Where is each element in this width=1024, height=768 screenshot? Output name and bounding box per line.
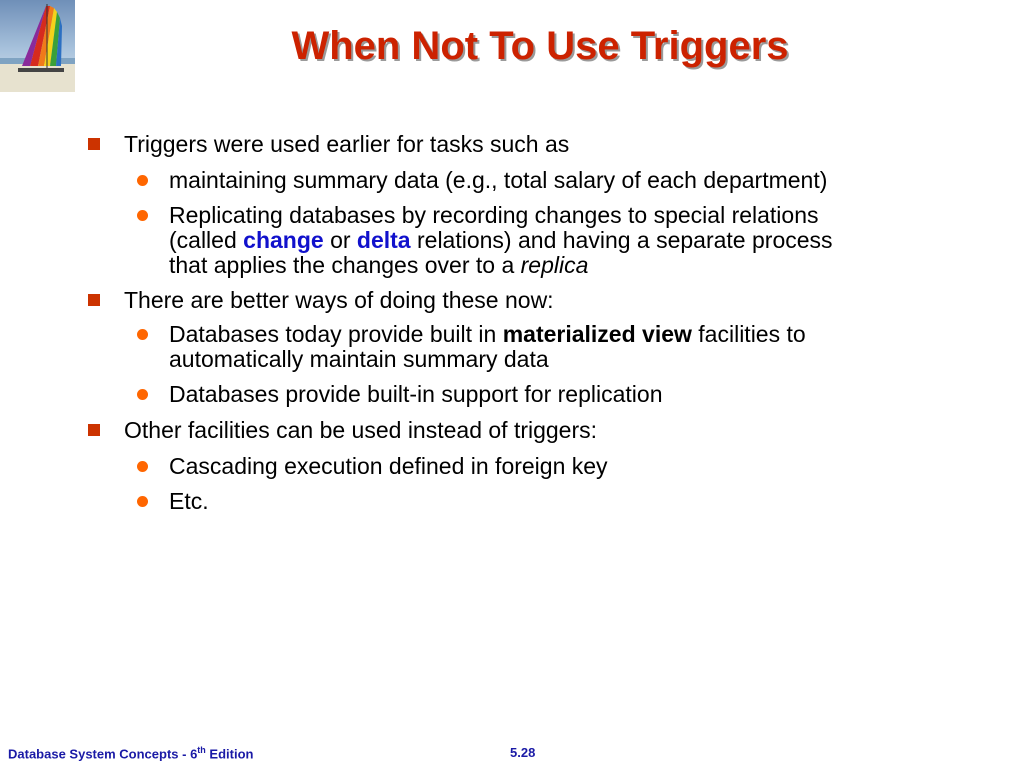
bullet-1-2-line1: Replicating databases by recording changes to special relations: [169, 202, 819, 228]
term-replica: replica: [520, 252, 589, 278]
bullet-2-1-line2: automatically maintain summary data: [169, 346, 549, 372]
dot-bullet-icon: [137, 210, 148, 221]
bullet-3-2: Etc.: [169, 488, 209, 514]
dot-bullet-icon: [137, 461, 148, 472]
text-fragment: relations) and having a separate process: [410, 227, 833, 253]
text-fragment: th: [197, 745, 206, 755]
square-bullet-icon: [88, 138, 100, 150]
bullet-1-1: maintaining summary data (e.g., total salary of each department): [169, 167, 828, 193]
square-bullet-icon: [88, 294, 100, 306]
bullet-2-1-line1: [169, 322, 806, 347]
bullet-3-1: Cascading execution defined in foreign key: [169, 453, 608, 479]
slide-title: When Not To Use Triggers: [291, 24, 789, 68]
square-bullet-icon: [88, 424, 100, 436]
text-fragment: that applies the changes over to a: [169, 252, 521, 278]
bullet-2-1: [169, 322, 806, 372]
bullet-3: Other facilities can be used instead of triggers:: [124, 417, 598, 443]
dot-bullet-icon: [137, 175, 148, 186]
bullet-1-2: [169, 203, 833, 278]
text-fragment: Database System Concepts - 6: [8, 746, 198, 762]
dot-bullet-icon: [137, 496, 148, 507]
bullet-2-2: Databases provide built-in support for replication: [169, 381, 663, 407]
text-fragment: (called: [169, 227, 244, 253]
bullet-1-2-line2: [169, 228, 833, 253]
dot-bullet-icon: [137, 389, 148, 400]
footer-book-title: [8, 745, 253, 761]
term-change: change: [243, 227, 324, 253]
text-fragment: Databases today provide built in: [169, 321, 503, 347]
text-fragment: facilities to: [691, 321, 806, 347]
dot-bullet-icon: [137, 329, 148, 340]
text-fragment: or: [323, 227, 357, 253]
term-materialized-view: materialized view: [502, 321, 692, 347]
bullet-2: There are better ways of doing these now:: [124, 287, 554, 313]
bullet-1-2-line3: [169, 253, 833, 278]
term-delta: delta: [356, 227, 411, 253]
bullet-1: Triggers were used earlier for tasks such as: [124, 131, 570, 157]
text-fragment: Edition: [205, 746, 254, 762]
footer-page-number: 5.28: [510, 745, 536, 760]
